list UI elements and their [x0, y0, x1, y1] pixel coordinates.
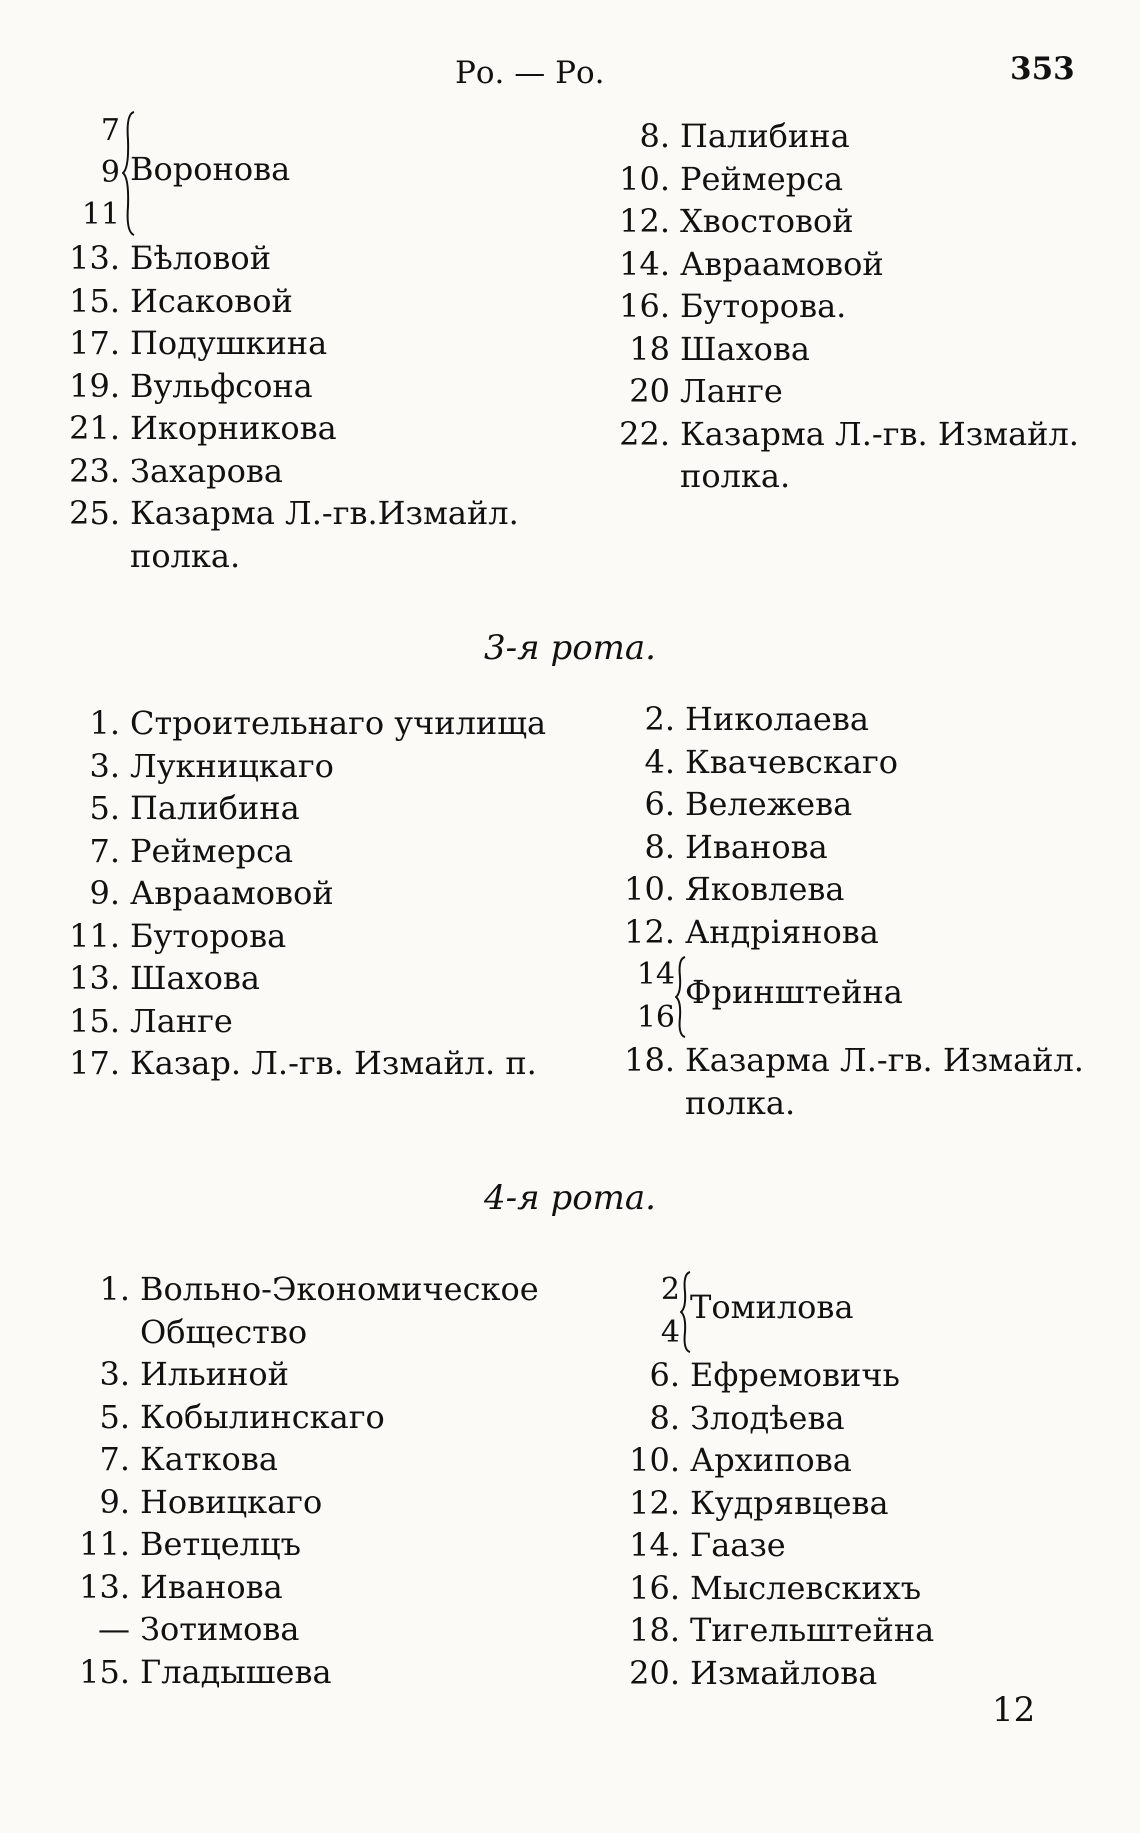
entry-name: Злодѣева: [690, 1398, 845, 1437]
page-number: 353: [1010, 51, 1075, 87]
entry-name: Бѣловой: [130, 239, 272, 277]
list-item: [605, 1039, 1125, 1082]
entry-number: 15.: [69, 1001, 120, 1040]
entry-number: 22.: [619, 414, 670, 453]
list-item: [50, 1000, 550, 1043]
entry-number: 4.: [644, 742, 675, 781]
entry-number: 9.: [99, 1482, 130, 1521]
entry-number: 23.: [69, 451, 120, 490]
block1-right-column: [600, 115, 1120, 498]
entry-name: Реймерса: [680, 159, 844, 198]
entry-number: 8.: [639, 117, 670, 155]
list-item: [605, 698, 1125, 741]
page-header: [0, 51, 1140, 99]
list-item: [50, 492, 530, 535]
list-item: [50, 745, 550, 788]
entry-continuation: полка.: [685, 1083, 796, 1122]
entry-name: Ветцелцъ: [140, 1525, 301, 1563]
entry-number: 16.: [629, 1568, 680, 1607]
list-item: [600, 115, 1120, 158]
list-item: [610, 1482, 1130, 1525]
list-item: [600, 328, 1120, 371]
entry-number: 14: [636, 957, 675, 992]
entry-number: 8.: [644, 827, 675, 866]
entry-number: 1.: [89, 704, 120, 742]
entry-number: 2.: [644, 700, 675, 738]
grouped-entry: [610, 1268, 1130, 1354]
entry-name: Лукницкаго: [130, 746, 334, 785]
list-item: [610, 1609, 1130, 1652]
entry-name: Гладышева: [140, 1652, 332, 1691]
entry-number: 16.: [619, 287, 670, 325]
entry-name: Иванова: [140, 1567, 283, 1606]
section3-left-column: [50, 702, 550, 1085]
entry-name: Шахова: [680, 329, 810, 368]
section4-right-column: [610, 1268, 1130, 1694]
entry-name: Николаева: [685, 700, 869, 738]
entry-number: 14.: [619, 244, 670, 283]
entry-number: 3.: [89, 746, 120, 785]
section-title-4th-company: 4-я рота.: [484, 1178, 656, 1218]
entry-name: Исаковой: [130, 281, 293, 320]
entry-name: Мыслевскихъ: [690, 1568, 922, 1607]
entry-name: Шахова: [130, 959, 260, 997]
entry-name: Гаазе: [690, 1526, 786, 1564]
list-item: [50, 450, 530, 493]
entry-number: 4: [660, 1315, 680, 1350]
section-title-3rd-company: 3-я рота.: [484, 628, 656, 668]
list-item: [50, 872, 550, 915]
entry-number: 11.: [79, 1525, 130, 1563]
list-item: [60, 1651, 560, 1694]
entry-name: Фринштейна: [685, 973, 903, 1011]
entry-number: 10.: [629, 1441, 680, 1479]
entry-name: Хвостовой: [680, 202, 854, 240]
entry-number: 10.: [619, 159, 670, 198]
entry-number: 5.: [99, 1397, 130, 1436]
entry-name: Ланге: [680, 372, 783, 410]
grouped-entry: [605, 953, 1125, 1039]
entry-name: Реймерса: [130, 831, 294, 870]
entry-name: Казарма Л.-гв. Измайл.: [685, 1041, 1084, 1079]
entry-name: Буторова.: [680, 287, 847, 325]
entry-number: 14.: [629, 1526, 680, 1564]
entry-number: 17.: [69, 324, 120, 362]
entry-number: 19.: [69, 366, 120, 405]
list-item: [50, 365, 530, 408]
list-item: [605, 826, 1125, 869]
list-item: [50, 407, 530, 450]
entry-name: Буторова: [130, 916, 287, 955]
entry-number: 7.: [89, 831, 120, 870]
list-item: [50, 702, 550, 745]
entry-name: Казар. Л.-гв. Измайл. п.: [130, 1044, 537, 1082]
entry-number: 12.: [624, 912, 675, 951]
entry-number: 18: [629, 329, 670, 368]
list-item: [60, 1396, 560, 1439]
entry-number: 6.: [649, 1356, 680, 1394]
entry-name: Подушкина: [130, 324, 328, 362]
entry-continuation: полка.: [130, 536, 241, 575]
entry-number: 1.: [99, 1270, 130, 1308]
entry-name: Тигельштейна: [690, 1611, 935, 1649]
list-item: [50, 830, 550, 873]
entry-name: Вульфсона: [130, 366, 313, 405]
list-item: [600, 370, 1120, 413]
list-item: [605, 783, 1125, 826]
entry-name: Захарова: [130, 451, 283, 490]
list-item: [600, 200, 1120, 243]
entry-number: 25.: [69, 494, 120, 532]
entry-name: Измайлова: [690, 1653, 878, 1692]
entry-number: 18.: [629, 1611, 680, 1649]
list-item: [50, 322, 530, 365]
list-item: [60, 1268, 560, 1311]
entry-name: Строительнаго училища: [130, 704, 547, 742]
entry-number: 10.: [624, 870, 675, 908]
entry-name: Яковлева: [685, 870, 845, 908]
list-item: [600, 285, 1120, 328]
list-item: [600, 243, 1120, 286]
list-item: [50, 915, 550, 958]
entry-continuation: Общество: [140, 1312, 308, 1351]
entry-number: 21.: [69, 409, 120, 447]
entry-number: 20.: [629, 1653, 680, 1692]
entry-name: Казарма Л.-гв.Измайл.: [130, 494, 519, 532]
entry-number: 13.: [69, 239, 120, 277]
grouped-entry: [50, 110, 530, 237]
entry-name: Новицкаго: [140, 1482, 323, 1521]
list-item: [50, 957, 550, 1000]
entry-name: Палибина: [130, 789, 300, 827]
entry-number: 5.: [89, 789, 120, 827]
entry-number: —: [98, 1610, 130, 1648]
entry-number: 3.: [99, 1355, 130, 1393]
entry-number: 2: [660, 1272, 680, 1307]
list-item: [60, 1523, 560, 1566]
entry-name: Воронова: [130, 150, 291, 188]
entry-number: 13.: [69, 959, 120, 997]
list-item: [50, 237, 530, 280]
list-item: [60, 1566, 560, 1609]
entry-name: Квачевскаго: [685, 742, 898, 781]
list-item: [50, 787, 550, 830]
entry-number: 9.: [89, 874, 120, 912]
entry-name: Вольно-Экономическое: [140, 1270, 539, 1308]
entry-number: 12.: [629, 1483, 680, 1522]
entry-name: Томилова: [690, 1288, 854, 1326]
list-item: [610, 1652, 1130, 1695]
entry-number: 7.: [99, 1440, 130, 1478]
section3-right-column: [605, 698, 1125, 1124]
entry-number: 9: [100, 155, 120, 190]
list-item: [60, 1481, 560, 1524]
entry-name: Ефремовичь: [690, 1356, 900, 1394]
list-item: [610, 1354, 1130, 1397]
entry-number: 7: [100, 113, 120, 148]
list-item: [50, 1042, 550, 1085]
entry-number: 16: [636, 1000, 675, 1035]
list-item: [60, 1608, 560, 1651]
list-item: [610, 1439, 1130, 1482]
list-item: [605, 741, 1125, 784]
entry-continuation: полка.: [680, 457, 791, 495]
entry-name: Кудрявцева: [690, 1483, 889, 1522]
list-item: [600, 413, 1120, 456]
list-item: [50, 280, 530, 323]
list-item: [60, 1438, 560, 1481]
entry-number: 12.: [619, 202, 670, 240]
entry-number: 20: [629, 372, 670, 410]
entry-number: 11: [81, 197, 120, 232]
list-item: [610, 1567, 1130, 1610]
entry-name: Авраамовой: [130, 874, 334, 912]
entry-name: Палибина: [680, 117, 850, 155]
running-title: Ро. — Ро.: [455, 55, 605, 91]
entry-name: Кобылинскаго: [140, 1397, 385, 1436]
entry-name: Зотимова: [140, 1610, 300, 1648]
list-item: [60, 1353, 560, 1396]
entry-number: 17.: [69, 1044, 120, 1082]
entry-number: 13.: [79, 1567, 130, 1606]
entry-name: Каткова: [140, 1440, 278, 1478]
entry-name: Иванова: [685, 827, 828, 866]
entry-name: Икорникова: [130, 409, 337, 447]
list-item: [610, 1397, 1130, 1440]
signature-mark: 12: [992, 1690, 1036, 1730]
list-item: [605, 868, 1125, 911]
entry-name: Казарма Л.-гв. Измайл.: [680, 414, 1079, 453]
entry-number: 6.: [644, 785, 675, 823]
entry-number: 18.: [624, 1041, 675, 1079]
entry-number: 15.: [69, 281, 120, 320]
entry-name: Ильиной: [140, 1355, 289, 1393]
block1-left-column: [50, 110, 530, 577]
list-item: [600, 158, 1120, 201]
entry-number: 15.: [79, 1652, 130, 1691]
list-item: [610, 1524, 1130, 1567]
entry-name: Ланге: [130, 1001, 233, 1040]
list-item: [605, 911, 1125, 954]
entry-name: Авраамовой: [680, 244, 884, 283]
section4-left-column: [60, 1268, 560, 1693]
entry-number: 8.: [649, 1398, 680, 1437]
entry-name: Вележева: [685, 785, 853, 823]
entry-name: Андріянова: [685, 912, 879, 951]
entry-number: 11.: [69, 916, 120, 955]
entry-name: Архипова: [690, 1441, 852, 1479]
